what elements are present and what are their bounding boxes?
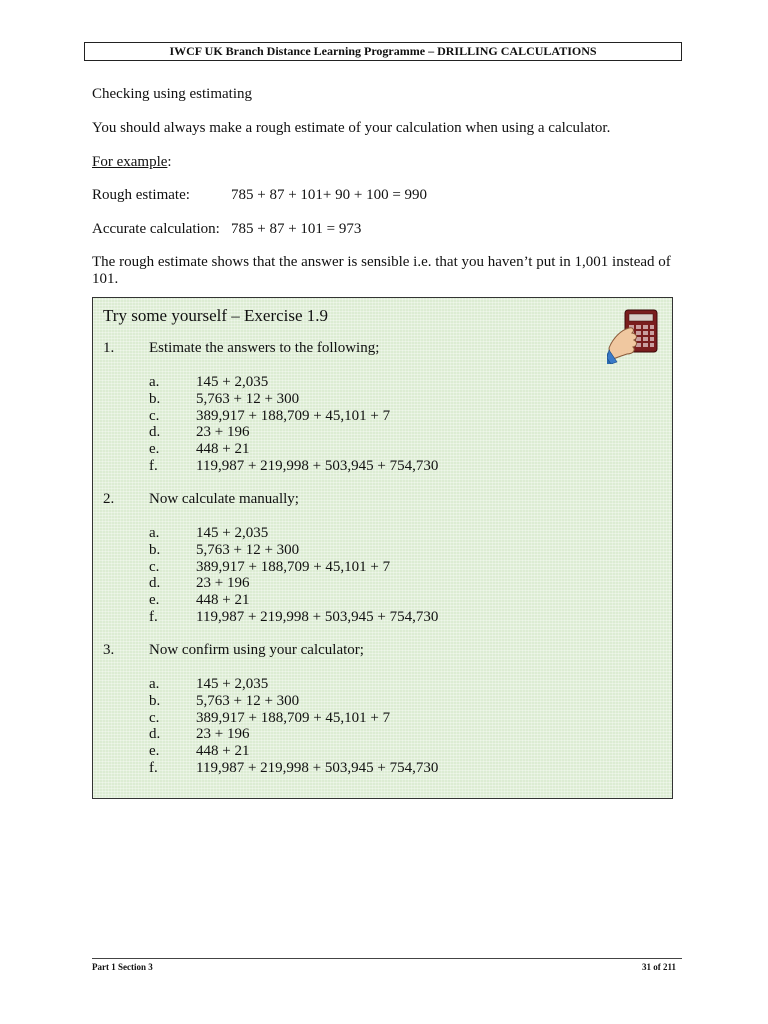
question-1-text: Estimate the answers to the following;: [149, 340, 380, 356]
question-3-list: [149, 676, 438, 777]
item-expression: 145 + 2,035: [196, 374, 269, 390]
item-expression: 23 + 196: [196, 726, 250, 743]
exercise-title: Try some yourself – Exercise 1.9: [103, 306, 329, 325]
list-item: [149, 374, 438, 391]
item-expression: 448 + 21: [196, 441, 250, 458]
list-item: [149, 743, 438, 760]
question-3-number: 3.: [103, 642, 115, 658]
item-letter: b.: [149, 692, 161, 709]
item-letter: a.: [149, 676, 160, 692]
list-item: [149, 391, 438, 408]
list-item: [149, 408, 438, 425]
list-item: [149, 710, 438, 727]
question-2-number: 2.: [103, 491, 115, 507]
list-item: [149, 542, 438, 559]
footer-divider: [92, 958, 682, 959]
section-heading: Checking using estimating: [92, 86, 252, 102]
item-letter: f.: [149, 457, 158, 474]
item-letter: e.: [149, 592, 160, 609]
item-letter: e.: [149, 441, 160, 458]
item-expression: 5,763 + 12 + 300: [196, 390, 300, 407]
accurate-calculation-label: Accurate calculation:: [92, 221, 220, 237]
item-expression: 5,763 + 12 + 300: [196, 541, 300, 558]
list-item: [149, 441, 438, 458]
list-item: [149, 676, 438, 693]
document-header: IWCF UK Branch Distance Learning Programme – DRILLING CALCULATIONS: [84, 42, 682, 61]
question-3-text: Now confirm using your calculator;: [149, 642, 364, 658]
exercise-box: [92, 297, 673, 799]
example-colon: :: [167, 154, 172, 170]
item-expression: 448 + 21: [196, 592, 250, 609]
question-2-text: Now calculate manually;: [149, 491, 299, 507]
list-item: [149, 458, 438, 475]
item-expression: 145 + 2,035: [196, 676, 269, 692]
item-letter: a.: [149, 525, 160, 541]
item-expression: 119,987 + 219,998 + 503,945 + 754,730: [196, 608, 439, 625]
item-expression: 23 + 196: [196, 424, 250, 441]
list-item: [149, 424, 438, 441]
item-letter: d.: [149, 575, 161, 592]
item-letter: c.: [149, 407, 160, 424]
item-letter: f.: [149, 608, 158, 625]
item-expression: 389,917 + 188,709 + 45,101 + 7: [196, 709, 391, 726]
footer-section: Part 1 Section 3: [92, 962, 153, 972]
item-letter: c.: [149, 558, 160, 575]
item-expression: 5,763 + 12 + 300: [196, 692, 300, 709]
conclusion-text: The rough estimate shows that the answer is sensible i.e. that you haven’t put in 1,001 instead of 101.: [92, 254, 671, 287]
item-expression: 389,917 + 188,709 + 45,101 + 7: [196, 407, 391, 424]
rough-estimate-label: Rough estimate:: [92, 187, 190, 203]
item-expression: 23 + 196: [196, 575, 250, 592]
item-letter: c.: [149, 709, 160, 726]
advice-text: You should always make a rough estimate of your calculation when using a calculator.: [92, 120, 611, 136]
list-item: [149, 760, 438, 777]
list-item: [149, 575, 438, 592]
item-letter: b.: [149, 541, 161, 558]
item-letter: b.: [149, 390, 161, 407]
question-1-list: [149, 374, 438, 475]
list-item: [149, 592, 438, 609]
list-item: [149, 693, 438, 710]
rough-estimate-value: 785 + 87 + 101+ 90 + 100 = 990: [231, 187, 428, 203]
calculator-hand-icon: [607, 308, 661, 364]
item-expression: 119,987 + 219,998 + 503,945 + 754,730: [196, 759, 439, 776]
item-letter: e.: [149, 743, 160, 760]
question-1-number: 1.: [103, 340, 115, 356]
item-expression: 389,917 + 188,709 + 45,101 + 7: [196, 558, 391, 575]
item-letter: f.: [149, 759, 158, 776]
example-label: For example: [92, 154, 168, 170]
item-expression: 119,987 + 219,998 + 503,945 + 754,730: [196, 457, 439, 474]
item-letter: d.: [149, 726, 161, 743]
footer-page-number: 31 of 211: [641, 962, 676, 972]
list-item: [149, 726, 438, 743]
list-item: [149, 559, 438, 576]
list-item: [149, 609, 438, 626]
item-expression: 448 + 21: [196, 743, 250, 760]
item-letter: d.: [149, 424, 161, 441]
item-expression: 145 + 2,035: [196, 525, 269, 541]
accurate-calculation-value: 785 + 87 + 101 = 973: [231, 221, 362, 237]
question-2-list: [149, 525, 438, 626]
example-label-line: [92, 154, 172, 171]
list-item: [149, 525, 438, 542]
item-letter: a.: [149, 374, 160, 390]
